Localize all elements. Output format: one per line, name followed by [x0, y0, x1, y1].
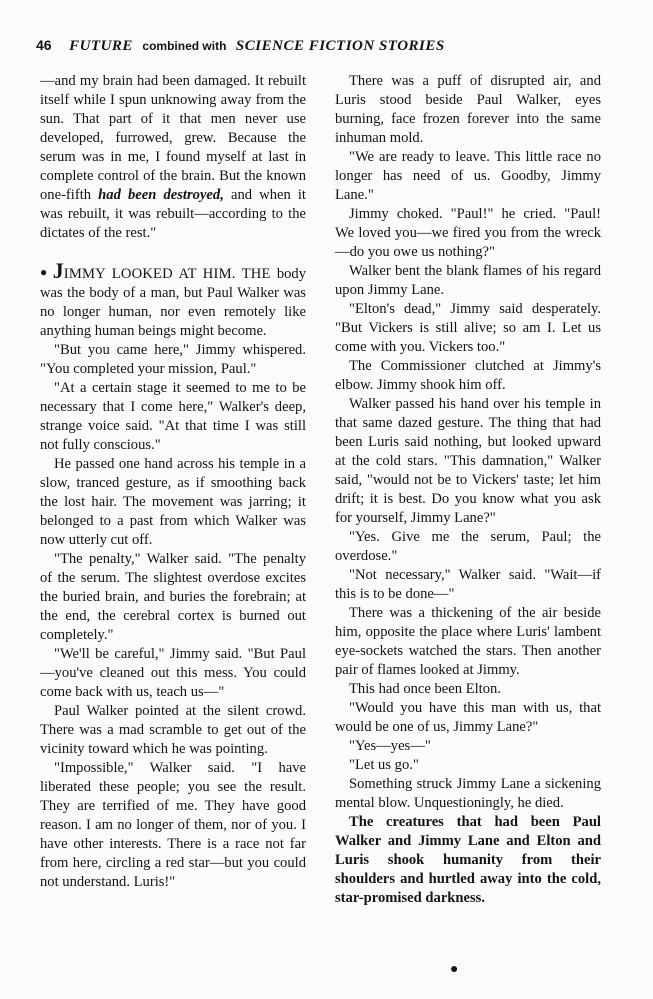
paragraph: There was a puff of disrupted air, and Luris stood beside Paul Walker, eyes burning, face frozen forever into the same inhuman mold.	[335, 73, 601, 146]
magazine-title-connector: combined with	[142, 39, 227, 53]
paragraph: "Yes—yes—"	[349, 738, 431, 754]
paragraph: "Impossible," Walker said. "I have liberated these people; you see the result. They are terrified of me. They have good reason. I am no longer of them, nor of you. I have other interests. There is a race not far from here, circling a red star—but you could not understand. Luris!"	[40, 760, 306, 890]
page-number: 46	[36, 37, 52, 53]
paragraph: "Yes. Give me the serum, Paul; the overdose."	[335, 529, 601, 564]
paragraph: "Would you have this man with us, that would be one of us, Jimmy Lane?"	[335, 700, 601, 735]
magazine-title: FUTURE	[69, 38, 133, 54]
magazine-title-second: SCIENCE FICTION STORIES	[235, 38, 445, 54]
paragraph: There was a thickening of the air beside him, opposite the place where Luris' lambent eye-sockets watched the stars. Then another pair of flames looked at Jimmy.	[335, 605, 601, 678]
end-of-story-bullet-icon: ●	[450, 962, 459, 977]
section-opening-paragraph: ● JIMMY LOOKED AT HIM. THE body was the body of a man, but Paul Walker was no longer human, nor even remotely like anything human beings might become.	[40, 258, 307, 339]
paragraph: —and my brain had been damaged. It rebuilt itself while I spun unknowing away from the sun. That part of it that men never use developed, furrowed, grew. Because the serum was in me, I found myself at last in complete control of the brain. But the known one-fifth had been destroyed, and when it was rebuilt, it was rebuilt—according to the dictates of the rest."	[40, 73, 306, 241]
section-lead-caps: IMMY LOOKED AT HIM. THE	[63, 266, 271, 282]
paragraph: Something struck Jimmy Lane a sickening mental blow. Unquestioningly, he died.	[335, 776, 601, 811]
paragraph: This had once been Elton.	[349, 681, 501, 697]
paragraph: "Not necessary," Walker said. "Wait—if this is to be done—"	[335, 567, 601, 602]
paragraph: "At a certain stage it seemed to me to be necessary that I come here," Walker's deep, strange voice said. "At that time I was still not fully conscious."	[40, 380, 306, 453]
drop-cap: J	[52, 258, 64, 283]
paragraph: "Let us go."	[349, 757, 419, 773]
paragraph: "We'll be careful," Jimmy said. "But Paul—you've cleaned out this mess. You could come back with us, teach us—"	[40, 646, 306, 700]
running-header	[36, 36, 616, 56]
section-bullet-icon: ●	[40, 265, 50, 279]
paragraph: The Commissioner clutched at Jimmy's elbow. Jimmy shook him off.	[335, 358, 601, 393]
paragraph: Walker passed his hand over his temple in that same dazed gesture. The thing that had been Luris said nothing, but looked upward at the cold stars. "This damnation," Walker said, "would not be to Vickers' taste; let him drift; it is best. Do you know what you ask for yourself, Jimmy Lane?"	[335, 396, 601, 526]
paragraph: Jimmy choked. "Paul!" he cried. "Paul! We loved you—we fired you from the wreck—do you owe us nothing?"	[335, 206, 601, 260]
left-column	[40, 72, 306, 892]
emphasis: had been destroyed,	[98, 187, 224, 203]
right-column	[335, 72, 601, 908]
paragraph: "But you came here," Jimmy whispered. "You completed your mission, Paul."	[40, 342, 306, 377]
paragraph: Walker bent the blank flames of his regard upon Jimmy Lane.	[335, 263, 601, 298]
paragraph: "Elton's dead," Jimmy said desperately. "But Vickers is still alive; so am I. Let us come with you. Vickers too."	[335, 301, 601, 355]
paragraph: "The penalty," Walker said. "The penalty of the serum. The slightest overdose excites the buried brain, and buries the forebrain; at the end, the cerebral cortex is burned out completely."	[40, 551, 306, 643]
paragraph: He passed one hand across his temple in a slow, tranced gesture, as if smoothing back the lost hair. The movement was jarring; it belonged to a past from which Walker was now utterly cut off.	[40, 456, 306, 548]
final-word: darkness.	[425, 890, 486, 906]
final-paragraph: The creatures that had been Paul Walker and Jimmy Lane and Elton and Luris shook humanity from their shoulders and hurtled away into the cold, star-promised darkness.	[335, 814, 601, 906]
paragraph: "We are ready to leave. This little race no longer has need of us. Goodby, Jimmy Lane."	[335, 149, 601, 203]
paragraph: Paul Walker pointed at the silent crowd. There was a mad scramble to get out of the vicinity toward which he was pointing.	[40, 703, 306, 757]
